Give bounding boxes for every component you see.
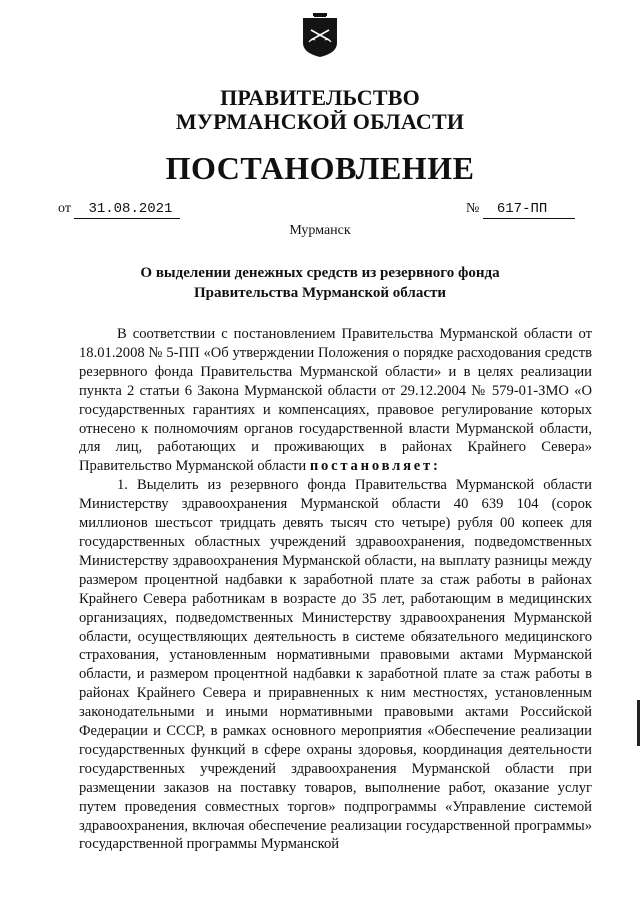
- date-prefix: от: [58, 201, 71, 216]
- document-number: [466, 200, 575, 219]
- document-type-title: ПОСТАНОВЛЕНИЕ: [165, 150, 475, 186]
- body-paragraph-1: [79, 325, 592, 476]
- subject-line2: Правительства Мурманской области: [193, 285, 447, 301]
- paragraph-1-text: В соответствии с постановлением Правительства Мурманской области от 18.01.2008 № 5-ПП «Об утверждении Положения о порядке расходования средств резервного фонда Правительства Мурманской области» и в целях реализации пункта 2 статьи 6 Закона Мурманской области от 29.12.2004 № 579-01-ЗМО «О государственных гарантиях и компенсациях, правовое регулирование которых отнесено к полномочиям органов государственной власти Мурманской области, для лиц, работающих и проживающих в районах Крайнего Севера» Правительство Мурманской области: [79, 326, 592, 475]
- coat-of-arms-icon: [302, 13, 338, 57]
- number-value: 617-ПП: [483, 200, 575, 219]
- government-title-line2: МУРМАНСКОЙ ОБЛАСТИ: [175, 109, 465, 134]
- enact-word: постановляет:: [309, 458, 441, 475]
- number-prefix: №: [466, 201, 480, 216]
- body-paragraph-2: 1. Выделить из резервного фонда Правительства Мурманской области Министерству здравоохранения Мурманской области 40 639 104 (сорок миллионов шестьсот тридцать девять тысяч сто четыре) рубля 00 копеек для государственных областных учреждений здравоохранения, подведомственных Министерству здравоохранения Мурманской области, на выплату разницы между размером процентной надбавки к заработной плате за стаж работы в районах Крайнего Севера работникам в возрасте до 35 лет, работающим в медицинских организациях, подведомственных Министерству здравоохранения Мурманской области, осуществляющих деятельность в системе обязательного медицинского страхования, установленным нормативными правовыми актами Мурманской области, и размером процентной надбавки к заработной плате за стаж работы в районах Крайнего Севера и приравненных к ним местностях, установленным законодательными и иными нормативными правовыми актами Российской Федерации и СССР, в рамках основного мероприятия «Обеспечение реализации государственных функций в сфере охраны здоровья, координация деятельности государственных учреждений здравоохранения Мурманской области при размещении заказов на поставку товаров, выполнение работ, оказание услуг путем проведения совместных торгов» подпрограммы «Управление системой здравоохранения, включая обеспечение реализации государственной программы» государственной программы Мурманской: [79, 477, 592, 853]
- city-name: Мурманск: [289, 223, 351, 238]
- subject-line1: О выделении денежных средств из резервного фонда: [140, 265, 500, 281]
- date-value: 31.08.2021: [74, 200, 180, 219]
- document-body: [79, 325, 592, 854]
- government-title-line1: ПРАВИТЕЛЬСТВО: [220, 85, 420, 110]
- document-date: [58, 200, 180, 219]
